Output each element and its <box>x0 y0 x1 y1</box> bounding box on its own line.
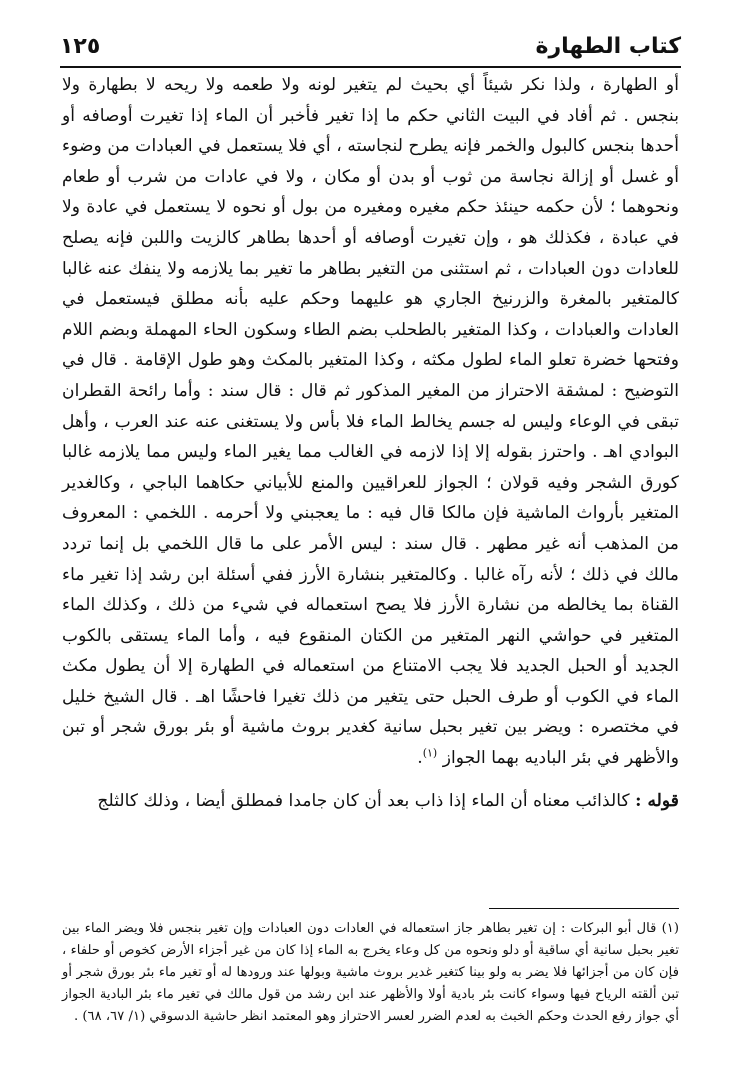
final-paragraph-text: كالذائب معناه أن الماء إذا ذاب بعد أن كان جامدا فمطلق أيضا ، وذلك كالثلج <box>97 790 630 811</box>
footnote-reference: (١) <box>422 746 438 760</box>
body-paragraph-text: أو الطهارة ، ولذا نكر شيئاً أي بحيث لم يتغير لونه ولا طعمه ولا ريحه لا بطهارة ولا بنجس . ثم أفاد في البيت الثاني حكم ما إذا تغير فأخبر أن الماء إذا تغيرت أوصافه أو أحدها بنجس كالبول والخمر فإنه يطرح لنجاسته ، أي فلا يستعمل في العبادات من وضوء أو غسل أو إزالة نجاسة من ثوب أو بدن أو مكان ، ولا في عادات من شرب أو طعام ونحوهما ؛ لأن حكمه حينئذ حكم مغيره ومغيره من بول أو نحوه لا يستعمل في عادة ولا في عبادة ، فكذلك هو ، وإن تغيرت أوصافه أو أحدها بطاهر كالزيت واللبن فإنه يصلح للعادات دون العبادات ، ثم استثنى من التغير بطاهر ما تغير بما يلازمه ولا ينفك عنه غالبا كالمتغير بالمغرة والزرنيخ الجاري هو عليهما وحكم عليه بأنه مطلق فيستعمل في العادات والعبادات ، وكذا المتغير بالطحلب بضم الطاء وسكون الحاء المهملة وبضم اللام وفتحها خضرة تعلو الماء لطول مكثه ، وكذا المتغير بالمكث وهو طول الإقامة . قال في التوضيح : لمشقة الاحتراز من المغير المذكور ثم قال : قال سند : وأما رائحة القطران تبقى في الوعاء وليس له جسم يخالط الماء فلا بأس ولا يستغنى عنه عند العرب ، وأهل البوادي اهـ . واحترز بقوله إلا إذا لازمه في الغالب مما يغير الماء وليس مما يلازمه غالبا كورق الشجر وفيه قولان ؛ الجواز للعراقيين والمنع للأبياني حكاهما الباجي ، وكالغدير المتغير بأرواث الماشية فإن مالكا قال فيه : ما يعجبني ولا أحرمه . اللخمي : المعروف من المذهب أنه غير مطهر . قال سند : ليس الأمر على ما قال اللخمي بل إنما تردد مالك في ذلك ؛ لأنه رآه غالبا . وكالمتغير بنشارة الأرز ففي أسئلة ابن رشد إذا تغير ماء القناة بما يخالطه من نشارة الأرز فلا يصح استعماله في شيء من ذلك ، وكذلك الماء المتغير في حواشي النهر المتغير من الكتان المنقوع فيه ، وأما الماء يستقى بالكوب الجديد أو الحبل الجديد فلا يجب الامتناع من استعماله في الطهارة إلا أن يطول مكث الماء في الكوب أو طرف الحبل حتى يتغير من ذلك تغيرا فاحشًا اهـ . قال الشيخ خليل في مختصره : ويضر بين تغير بحبل سانية كغدير بروث ماشية أو بئر بورق شجر أو تبن والأظهر في بئر الباديه بهما الجواز <box>62 75 679 769</box>
body-paragraph: أو الطهارة ، ولذا نكر شيئاً أي بحيث لم يتغير لونه ولا طعمه ولا ريحه لا بطهارة ولا بنجس . ثم أفاد في البيت الثاني حكم ما إذا تغير فأخبر أن الماء إذا تغيرت أوصافه أو أحدها بنجس كالبول والخمر فإنه يطرح لنجاسته ، أي فلا يستعمل في العبادات من وضوء أو غسل أو إزالة نجاسة من ثوب أو بدن أو مكان ، ولا في عادات من شرب أو طعام ونحوهما ؛ لأن حكمه حينئذ حكم مغيره ومغيره من بول أو نحوه لا يستعمل في عادة ولا في عبادة ، فكذلك هو ، وإن تغيرت أوصافه أو أحدها بطاهر كالزيت واللبن فإنه يصلح للعادات دون العبادات ، ثم استثنى من التغير بطاهر ما تغير بما يلازمه ولا ينفك عنه غالبا كالمتغير بالمغرة والزرنيخ الجاري هو عليهما وحكم عليه بأنه مطلق فيستعمل في العادات والعبادات ، وكذا المتغير بالطحلب بضم الطاء وسكون الحاء المهملة وبضم اللام وفتحها خضرة تعلو الماء لطول مكثه ، وكذا المتغير بالمكث وهو طول الإقامة . قال في التوضيح : لمشقة الاحتراز من المغير المذكور ثم قال : قال سند : وأما رائحة القطران تبقى في الوعاء وليس له جسم يخالط الماء فلا بأس ولا يستغنى عنه عند العرب ، وأهل البوادي اهـ . واحترز بقوله إلا إذا لازمه في الغالب مما يغير الماء وليس مما يلازمه غالبا كورق الشجر وفيه قولان ؛ الجواز للعراقيين والمنع للأبياني حكاهما الباجي ، وكالغدير المتغير بأرواث الماشية فإن مالكا قال فيه : ما يعجبني ولا أحرمه . اللخمي : المعروف من المذهب أنه غير مطهر . قال سند : ليس الأمر على ما قال اللخمي بل إنما تردد مالك في ذلك ؛ لأنه رآه غالبا . وكالمتغير بنشارة الأرز ففي أسئلة ابن رشد إذا تغير ماء القناة بما يخالطه من نشارة الأرز فلا يصح استعماله في شيء من ذلك ، وكذلك الماء المتغير في حواشي النهر المتغير من الكتان المنقوع فيه ، وأما الماء يستقى بالكوب الجديد أو الحبل الجديد فلا يجب الامتناع من استعماله في الطهارة إلا أن يطول مكث الماء في الكوب أو طرف الحبل حتى يتغير من ذلك تغيرا فاحشًا اهـ . قال الشيخ خليل في مختصره : ويضر بين تغير بحبل سانية كغدير بروث ماشية أو بئر بورق شجر أو تبن والأظهر في بئر الباديه بهما الجواز $^{(١)}$. <box>62 75 679 769</box>
footnote-1: (١) قال أبو البركات : إن تغير بطاهر جاز استعماله في العادات دون العبادات وإن تغير بنجس فلا ويضر الماء بين تغير بحبل سانية أي ساقية أو دلو ونحوه من كل وعاء يخرج به الماء إذا كان من غير أجزاء الأرض كخوص أو حلفاء ، فإن كان من أجزائها فلا يضر به ولو بينا كتغير غدير بروث ماشية وبولها عند ورودها له أو تغير ماء بئر بورق شجر أو تبن ألقته الرياح فيها وسواء كانت بئر بادية أولا والأظهر عند ابن رشد من قول مالك في تغير ماء بئر البادية الجواز أي جواز رفع الحدث وحكم الخبث به لعدم الضرر لعسر الاحتراز وهو المعتمد انظر حاشية الدسوقي (١/ ٦٧، ٦٨) . <box>62 921 679 1024</box>
footnote-divider <box>489 908 679 909</box>
keyword-qawluhu: قوله : <box>635 790 679 811</box>
running-header <box>60 30 681 68</box>
book-title: كتاب الطهارة <box>535 34 681 59</box>
page-number: ١٢٥ <box>60 34 101 59</box>
main-text <box>62 70 679 816</box>
footnotes <box>62 918 679 1028</box>
body-paragraph-final <box>62 786 679 817</box>
